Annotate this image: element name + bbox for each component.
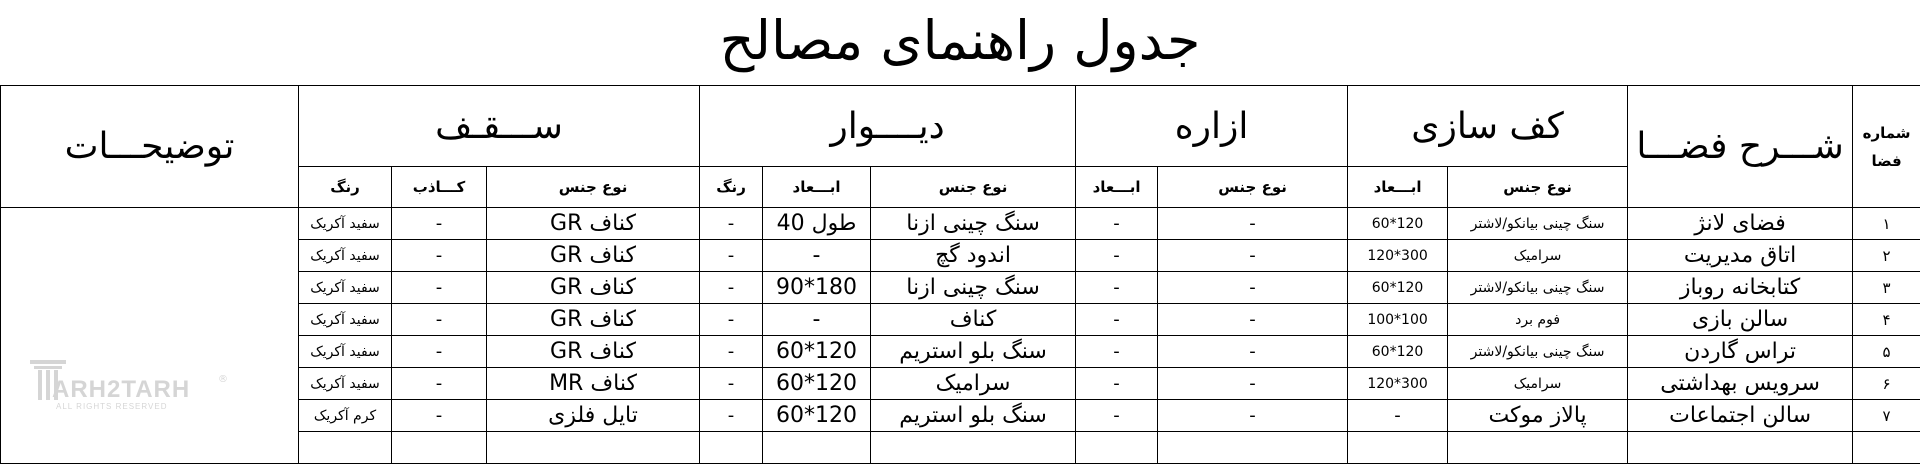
cell-number: ۳ — [1853, 272, 1920, 304]
cell-ceiling-type: کناف GR — [487, 304, 700, 336]
header-skirting: ازاره — [1076, 86, 1348, 167]
subheader-wall-type: نوع جنس — [871, 167, 1076, 208]
cell-empty — [487, 432, 700, 464]
cell-number: ۲ — [1853, 240, 1920, 272]
subheader-wall-color: رنگ — [700, 167, 763, 208]
cell-wall-color: - — [700, 240, 763, 272]
watermark-logo — [28, 358, 228, 418]
cell-floor-type: سنگ چینی بیانکو/لاشتر — [1448, 272, 1628, 304]
cell-ceiling-type: کناف GR — [487, 208, 700, 240]
cell-empty — [871, 432, 1076, 464]
cell-wall-dim: 120*60 — [763, 336, 871, 368]
cell-skirting-dim: - — [1076, 400, 1158, 432]
cell-ceiling-color: سفید آکریک — [299, 208, 392, 240]
cell-false-ceiling: - — [392, 208, 487, 240]
cell-empty — [1076, 432, 1158, 464]
cell-ceiling-color: سفید آکریک — [299, 368, 392, 400]
cell-space: فضای لانژ — [1628, 208, 1853, 240]
cell-space: اتاق مدیریت — [1628, 240, 1853, 272]
cell-empty — [1448, 432, 1628, 464]
cell-floor-dim: 120*60 — [1348, 336, 1448, 368]
cell-wall-type: سنگ چینی ازنا — [871, 208, 1076, 240]
cell-floor-dim: - — [1348, 400, 1448, 432]
cell-space: تراس گاردن — [1628, 336, 1853, 368]
cell-number: ۷ — [1853, 400, 1920, 432]
cell-empty — [1853, 432, 1920, 464]
cell-wall-dim: طول 40 — [763, 208, 871, 240]
cell-ceiling-color: کرم آکریک — [299, 400, 392, 432]
cell-floor-dim: 100*100 — [1348, 304, 1448, 336]
cell-skirting-dim: - — [1076, 208, 1158, 240]
cell-false-ceiling: - — [392, 272, 487, 304]
cell-skirting-type: - — [1158, 208, 1348, 240]
cell-number: ۴ — [1853, 304, 1920, 336]
cell-space: سرویس بهداشتی — [1628, 368, 1853, 400]
watermark-brand: ARH2TARH — [52, 376, 190, 404]
cell-false-ceiling: - — [392, 400, 487, 432]
table-row — [1, 208, 1920, 240]
header-flooring: کف سازی — [1348, 86, 1628, 167]
cell-wall-color: - — [700, 208, 763, 240]
cell-space: سالن اجتماعات — [1628, 400, 1853, 432]
subheader-false-ceiling: کـــاذب — [392, 167, 487, 208]
page-title: جدول راهنمای مصالح — [0, 2, 1920, 80]
cell-ceiling-color: سفید آکریک — [299, 240, 392, 272]
cell-notes — [1, 208, 299, 464]
subheader-skirting-type: نوع جنس — [1158, 167, 1348, 208]
cell-skirting-dim: - — [1076, 272, 1158, 304]
header-space-description: شـــرح فضـــا — [1628, 86, 1853, 208]
cell-empty — [299, 432, 392, 464]
cell-number: ۱ — [1853, 208, 1920, 240]
cell-space: کتابخانه روباز — [1628, 272, 1853, 304]
subheader-ceiling-type: نوع جنس — [487, 167, 700, 208]
cell-wall-dim: 180*90 — [763, 272, 871, 304]
cell-floor-dim: 120*60 — [1348, 208, 1448, 240]
cell-empty — [392, 432, 487, 464]
cell-wall-color: - — [700, 336, 763, 368]
cell-wall-type: سنگ چینی ازنا — [871, 272, 1076, 304]
cell-wall-type: سنگ بلو استریم — [871, 336, 1076, 368]
cell-ceiling-color: سفید آکریک — [299, 336, 392, 368]
header-ceiling: ســـقـف — [299, 86, 700, 167]
header-wall: دیــــوار — [700, 86, 1076, 167]
cell-empty — [1158, 432, 1348, 464]
cell-wall-color: - — [700, 304, 763, 336]
subheader-floor-type: نوع جنس — [1448, 167, 1628, 208]
cell-wall-dim: - — [763, 304, 871, 336]
subheader-wall-dimensions: ابـــعاد — [763, 167, 871, 208]
cell-false-ceiling: - — [392, 304, 487, 336]
cell-skirting-type: - — [1158, 240, 1348, 272]
cell-ceiling-type: کناف GR — [487, 336, 700, 368]
subheader-ceiling-color: رنگ — [299, 167, 392, 208]
cell-empty — [763, 432, 871, 464]
cell-wall-color: - — [700, 400, 763, 432]
cell-skirting-dim: - — [1076, 240, 1158, 272]
cell-ceiling-type: کناف GR — [487, 272, 700, 304]
table-body — [1, 208, 1920, 464]
cell-skirting-dim: - — [1076, 336, 1158, 368]
cell-wall-dim: - — [763, 240, 871, 272]
cell-floor-dim: 300*120 — [1348, 240, 1448, 272]
cell-skirting-type: - — [1158, 400, 1348, 432]
cell-ceiling-color: سفید آکریک — [299, 304, 392, 336]
cell-skirting-dim: - — [1076, 368, 1158, 400]
cell-floor-type: سرامیک — [1448, 368, 1628, 400]
cell-floor-type: سنگ چینی بیانکو/لاشتر — [1448, 208, 1628, 240]
cell-wall-type: اندود گچ — [871, 240, 1076, 272]
cell-wall-dim: 120*60 — [763, 400, 871, 432]
cell-wall-dim: 120*60 — [763, 368, 871, 400]
cell-wall-type: کناف — [871, 304, 1076, 336]
cell-skirting-type: - — [1158, 368, 1348, 400]
cell-wall-color: - — [700, 272, 763, 304]
cell-wall-type: سرامیک — [871, 368, 1076, 400]
header-notes: توضیحـــات — [1, 86, 299, 208]
cell-floor-type: سنگ چینی بیانکو/لاشتر — [1448, 336, 1628, 368]
materials-table — [0, 85, 1920, 464]
cell-space: سالن بازی — [1628, 304, 1853, 336]
registered-mark: ® — [218, 374, 228, 385]
cell-floor-dim: 120*60 — [1348, 272, 1448, 304]
cell-skirting-type: - — [1158, 272, 1348, 304]
cell-false-ceiling: - — [392, 336, 487, 368]
cell-ceiling-type: کناف MR — [487, 368, 700, 400]
cell-floor-type: سرامیک — [1448, 240, 1628, 272]
header-space-number: شماره فضا — [1853, 86, 1920, 208]
cell-empty — [700, 432, 763, 464]
cell-ceiling-type: تایل فلزی — [487, 400, 700, 432]
cell-floor-type: پالاز موکت — [1448, 400, 1628, 432]
cell-empty — [1348, 432, 1448, 464]
cell-wall-type: سنگ بلو استریم — [871, 400, 1076, 432]
cell-number: ۵ — [1853, 336, 1920, 368]
cell-ceiling-type: کناف GR — [487, 240, 700, 272]
cell-empty — [1628, 432, 1853, 464]
cell-wall-color: - — [700, 368, 763, 400]
cell-floor-dim: 300*120 — [1348, 368, 1448, 400]
subheader-floor-dimensions: ابـــعاد — [1348, 167, 1448, 208]
cell-ceiling-color: سفید آکریک — [299, 272, 392, 304]
cell-skirting-type: - — [1158, 304, 1348, 336]
cell-number: ۶ — [1853, 368, 1920, 400]
cell-false-ceiling: - — [392, 240, 487, 272]
watermark-rights: ALL RIGHTS RESERVED — [56, 402, 167, 411]
subheader-skirting-dimensions: ابـــعاد — [1076, 167, 1158, 208]
cell-false-ceiling: - — [392, 368, 487, 400]
cell-skirting-dim: - — [1076, 304, 1158, 336]
cell-skirting-type: - — [1158, 336, 1348, 368]
cell-floor-type: فوم برد — [1448, 304, 1628, 336]
